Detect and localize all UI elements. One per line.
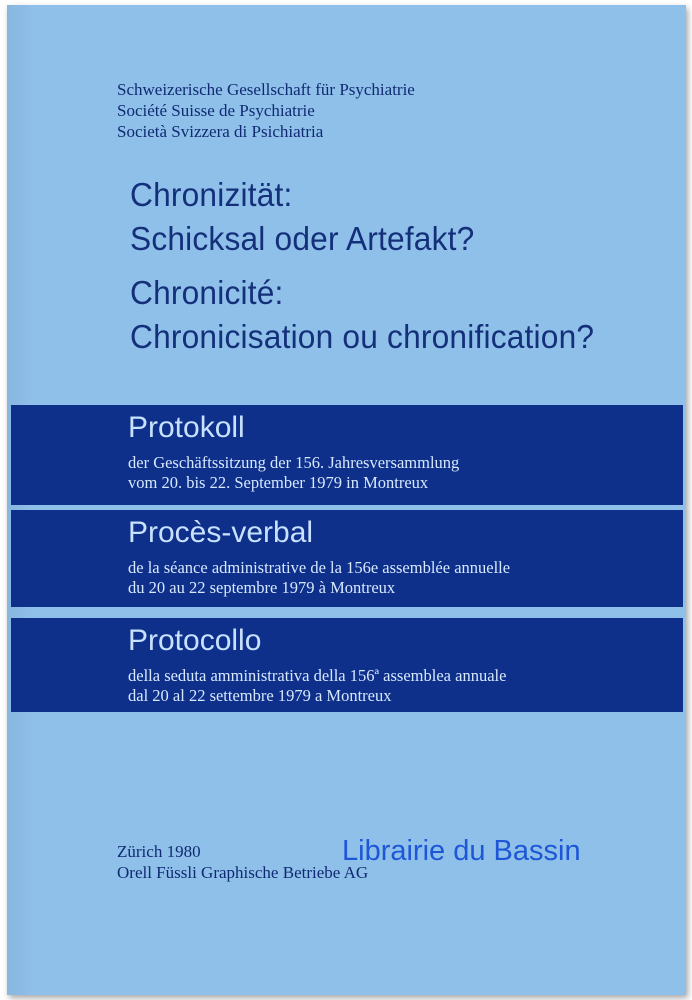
publication-place-year: Zürich 1980 [117, 842, 201, 861]
protocollo-description [128, 666, 506, 706]
protocollo-band [11, 618, 683, 712]
society-name-french: Société Suisse de Psychiatrie [117, 101, 315, 120]
protokoll-line-1: der Geschäftssitzung der 156. Jahresversammlung [128, 453, 460, 472]
title-german-line-1: Chronizität: [130, 176, 293, 213]
proces-verbal-heading: Procès-verbal [128, 516, 314, 549]
publisher-info [117, 841, 368, 883]
protokoll-band [11, 405, 683, 505]
title-gap [130, 261, 594, 271]
bookseller-watermark: Librairie du Bassin [342, 835, 581, 867]
proces-verbal-line-1: de la séance administrative de la 156e assemblée annuelle [128, 558, 511, 577]
protocollo-line-1: della seduta amministrativa della 156ª assemblea annuale [128, 666, 507, 685]
proces-verbal-line-2: du 20 au 22 septembre 1979 à Montreux [128, 578, 396, 597]
publisher-name: Orell Füssli Graphische Betriebe AG [117, 863, 369, 882]
book-cover [7, 5, 686, 995]
protokoll-description [128, 453, 459, 493]
protokoll-line-2: vom 20. bis 22. September 1979 in Montreux [128, 473, 429, 492]
society-name-german: Schweizerische Gesellschaft für Psychiatrie [117, 80, 415, 99]
protocollo-line-2: dal 20 al 22 settembre 1979 a Montreux [128, 686, 392, 705]
society-names [117, 79, 415, 142]
cover-titles [130, 173, 614, 359]
title-german-line-2: Schicksal oder Artefakt? [130, 220, 475, 257]
proces-verbal-band [11, 510, 683, 607]
protokoll-heading: Protokoll [128, 411, 245, 444]
title-french-line-1: Chronicité: [130, 274, 284, 311]
title-french-line-2: Chronicisation ou chronification? [130, 318, 595, 355]
protocollo-heading: Protocollo [128, 624, 262, 657]
society-name-italian: Società Svizzera di Psichiatria [117, 122, 324, 141]
proces-verbal-description [128, 558, 510, 598]
